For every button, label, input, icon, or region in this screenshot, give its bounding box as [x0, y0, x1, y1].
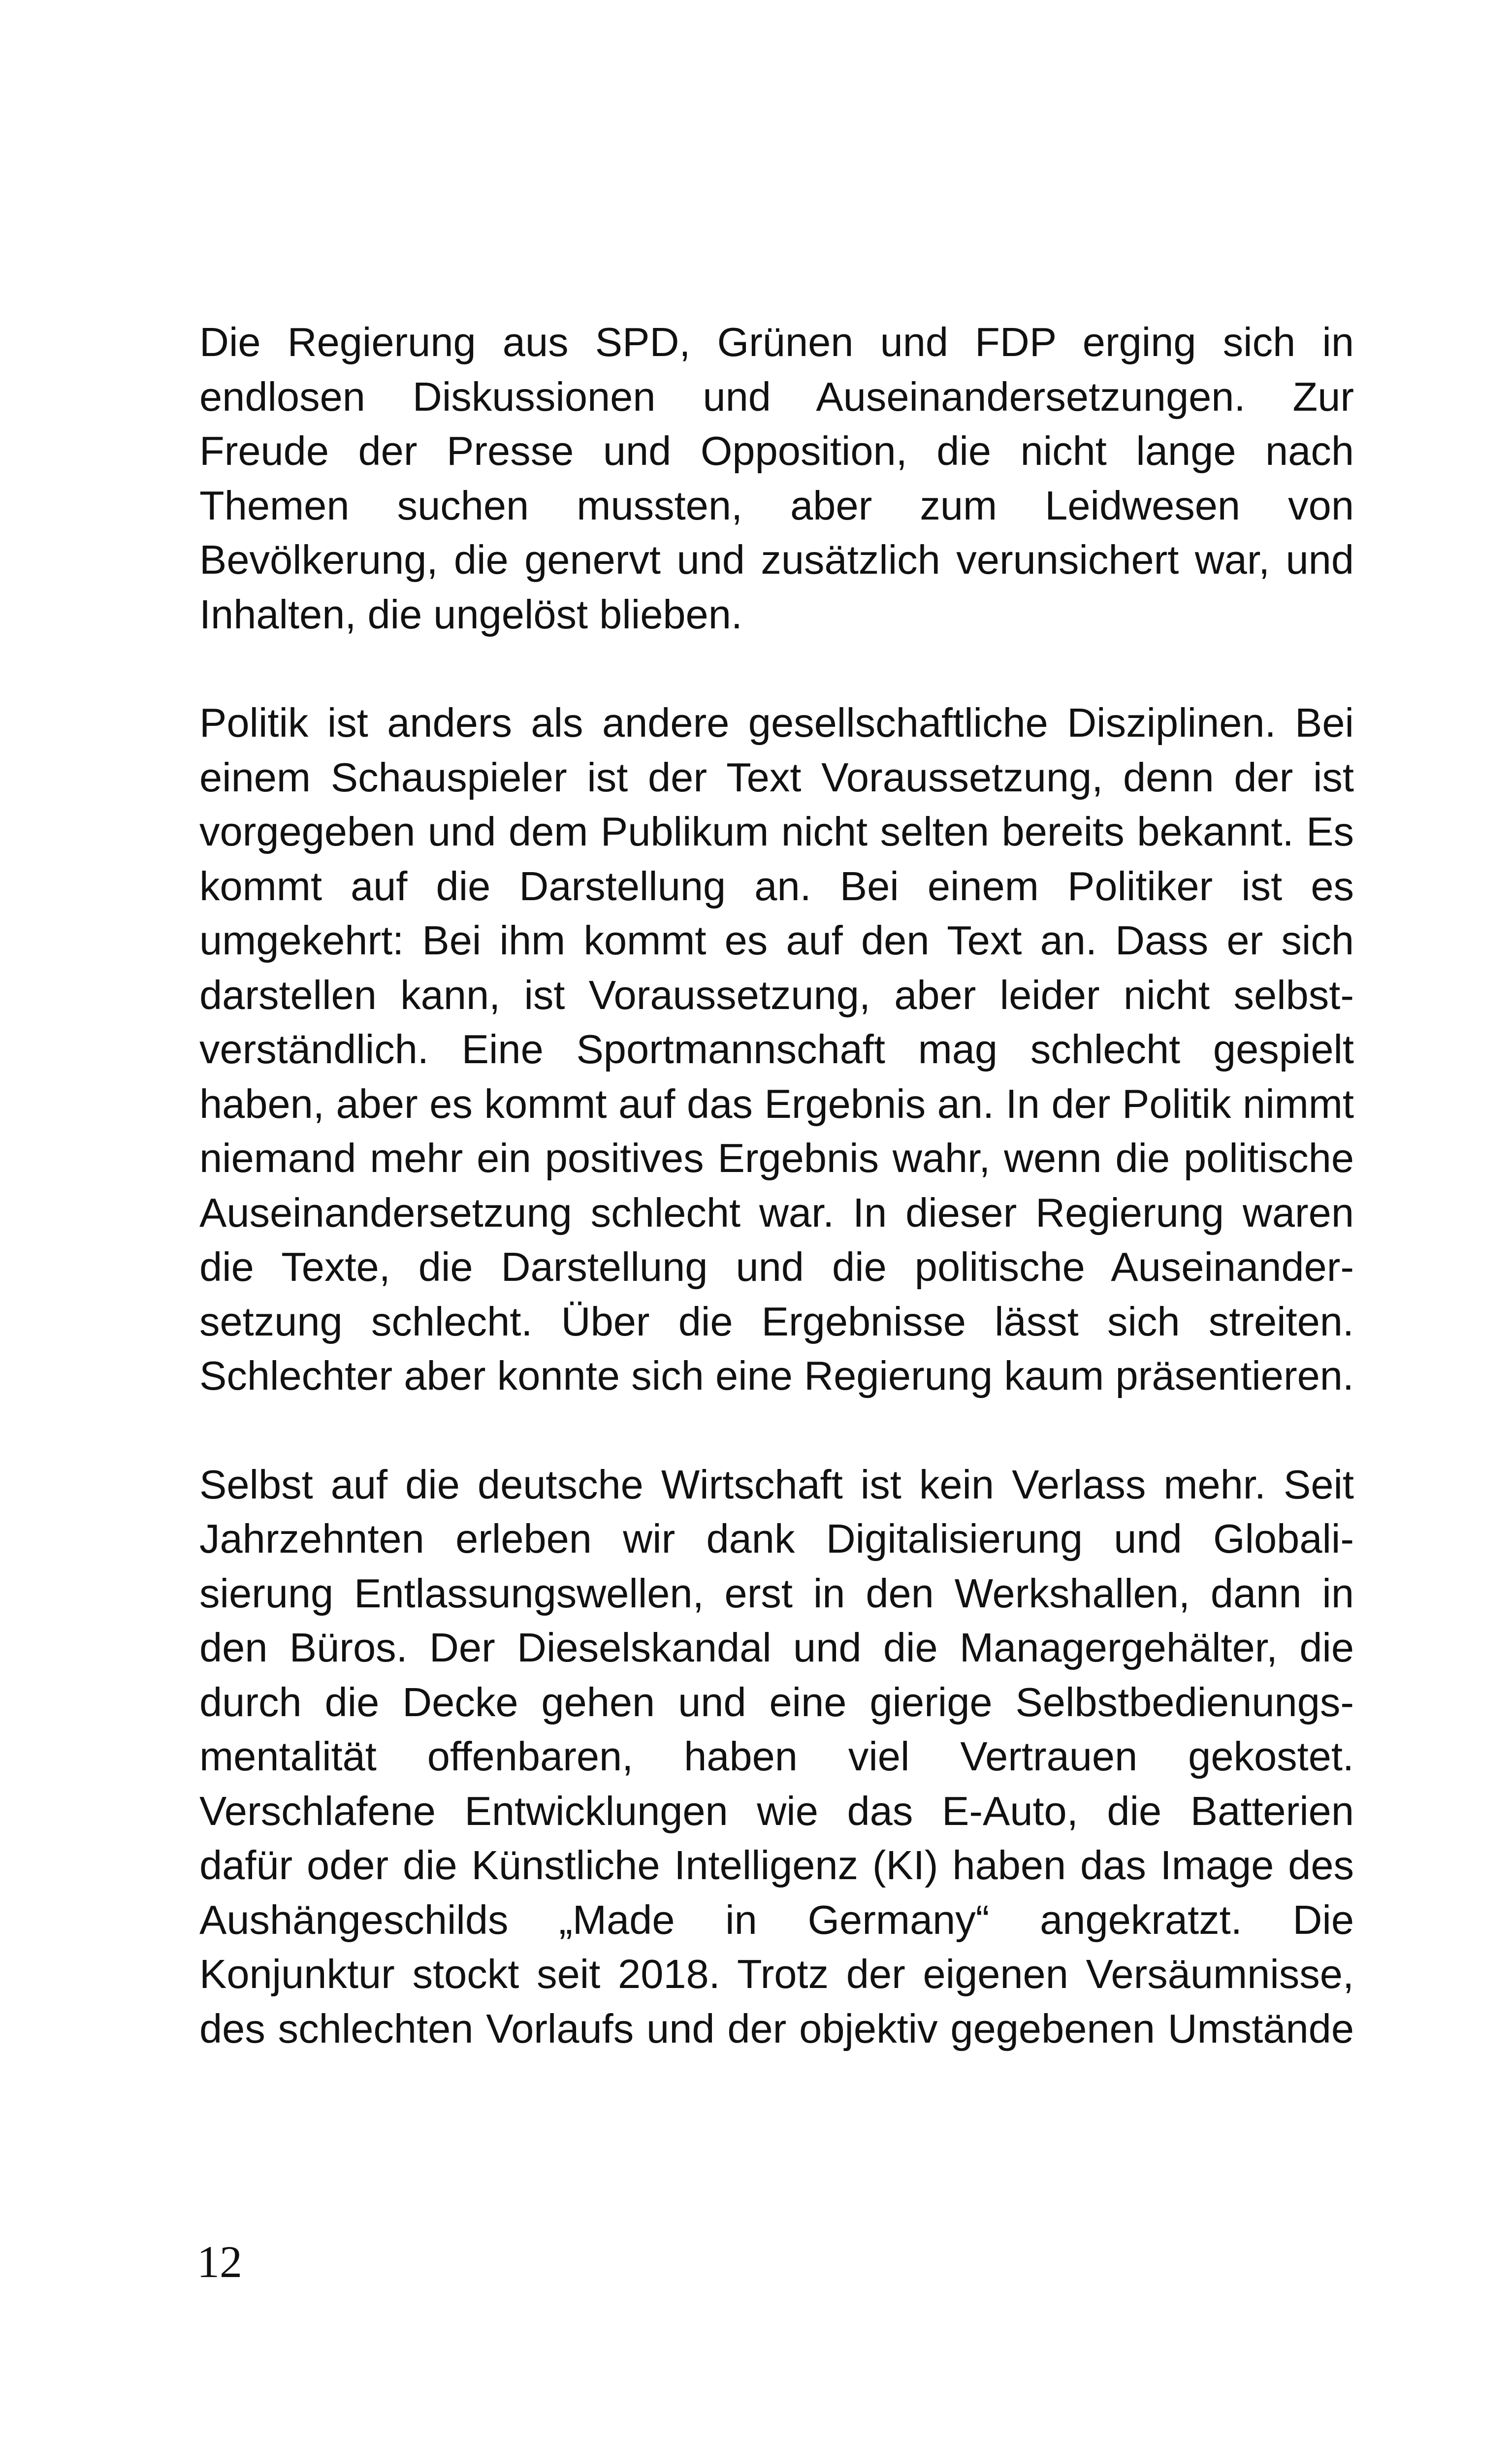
text-line: vorgegeben und dem Publikum nicht selten bereits bekannt. Es — [199, 809, 1354, 854]
page-number: 12 — [197, 2237, 242, 2287]
text-line: endlosen Diskussionen und Auseinandersetzungen. Zur — [199, 373, 1354, 420]
text-line: Auseinandersetzung schlecht war. In dieser Regierung waren — [199, 1189, 1354, 1236]
text-line: Die Regierung aus SPD, Grünen und FDP erging sich in — [199, 319, 1354, 365]
text-line: den Büros. Der Dieselskandal und die Managergehälter, die — [199, 1625, 1354, 1670]
text-line: Bevölkerung, die genervt und zusätzlich verunsichert war, und — [199, 537, 1354, 583]
text-line: setzung schlecht. Über die Ergebnisse lässt sich streiten. — [199, 1298, 1354, 1344]
paragraph-government — [199, 315, 1354, 642]
text-line: mentalität offenbaren, haben viel Vertrauen gekostet. — [199, 1733, 1354, 1779]
text-line: die Texte, die Darstellung und die politische Auseinander- — [199, 1244, 1354, 1290]
text-line: des schlechten Vorlaufs und der objektiv gegebenen Umstände — [199, 2005, 1354, 2052]
text-line: Aushängeschilds „Made in Germany“ angekratzt. Die — [199, 1896, 1354, 1943]
text-line: Konjunktur stockt seit 2018. Trotz der eigenen Versäumnisse, — [199, 1951, 1354, 1997]
text-line: Freude der Presse und Opposition, die nicht lange nach — [199, 428, 1354, 474]
text-line: Politik ist anders als andere gesellschaftliche Disziplinen. Bei — [199, 700, 1354, 746]
text-line: Jahrzehnten erleben wir dank Digitalisierung und Globali- — [199, 1516, 1354, 1562]
body-text — [199, 315, 1354, 2110]
text-line: umgekehrt: Bei ihm kommt es auf den Text an. Dass er sich — [199, 917, 1354, 963]
text-line: Themen suchen mussten, aber zum Leidwesen von — [199, 482, 1354, 528]
paragraph-politics — [199, 696, 1354, 1403]
text-line: Selbst auf die deutsche Wirtschaft ist kein Verlass mehr. Seit — [199, 1461, 1354, 1507]
text-line: kommt auf die Darstellung an. Bei einem Politiker ist es — [199, 863, 1354, 909]
text-line: darstellen kann, ist Voraussetzung, aber leider nicht selbst- — [199, 972, 1354, 1018]
text-line: niemand mehr ein positives Ergebnis wahr, wenn die politische — [199, 1135, 1354, 1181]
text-line: sierung Entlassungswellen, erst in den Werkshallen, dann in — [199, 1570, 1354, 1616]
text-line: durch die Decke gehen und eine gierige Selbstbedienungs- — [199, 1679, 1354, 1725]
text-line: verständlich. Eine Sportmannschaft mag schlecht gespielt — [199, 1026, 1354, 1072]
text-line: einem Schauspieler ist der Text Voraussetzung, denn der ist — [199, 754, 1354, 800]
text-line: dafür oder die Künstliche Intelligenz (KI) haben das Image des — [199, 1842, 1354, 1888]
text-line: haben, aber es kommt auf das Ergebnis an. In der Politik nimmt — [199, 1080, 1354, 1127]
paragraph-economy — [199, 1458, 1354, 2056]
text-line: Verschlafene Entwicklungen wie das E-Auto, die Batterien — [199, 1788, 1354, 1834]
text-line: Schlechter aber konnte sich eine Regierung kaum präsentieren. — [199, 1353, 1354, 1399]
text-line: Inhalten, die ungelöst blieben. — [199, 591, 742, 637]
